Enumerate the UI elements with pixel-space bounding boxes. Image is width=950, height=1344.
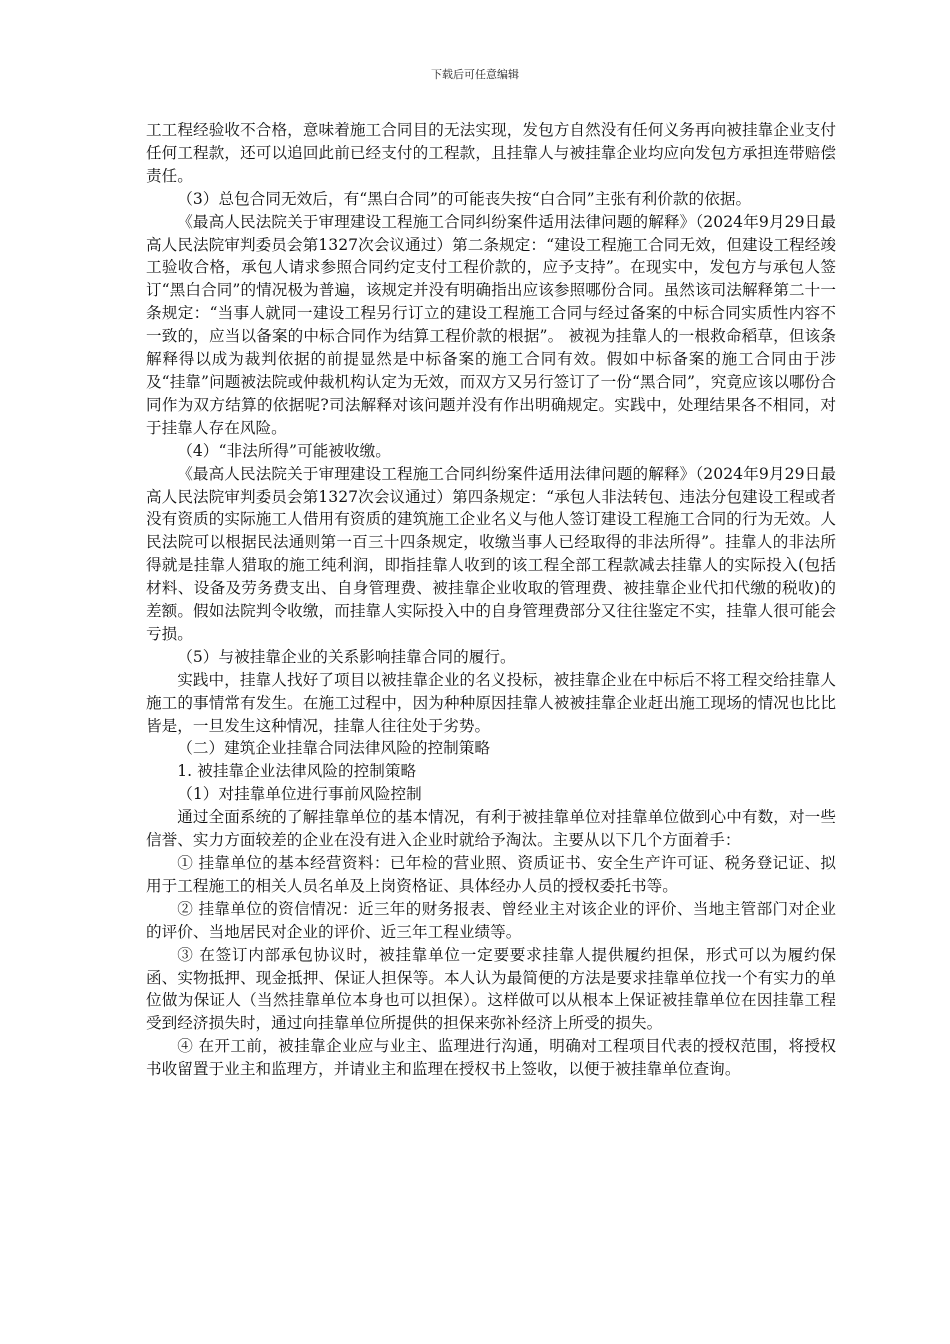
list-item: ③ 在签订内部承包协议时，被挂靠单位一定要要求挂靠人提供履约担保，形式可以为履约保函、实物抵押、现金抵押、保证人担保等。本人认为最简便的方法是要求挂靠单位找一个有实力的单位做为保证人（当然挂靠单位本身也可以担保）。这样做可以从根本上保证被挂靠单位在因挂靠工程受到经济损失时，通过向挂靠单位所提供的担保来弥补经济上所受的损失。 — [146, 945, 836, 1033]
paragraph: 实践中，挂靠人找好了项目以被挂靠企业的名义投标，被挂靠企业在中标后不将工程交给挂靠人施工的事情常有发生。在施工过程中，因为种种原因挂靠人被被挂靠企业赶出施工现场的情况也比比皆是，一旦发生这种情况，挂靠人往往处于劣势。 — [146, 670, 836, 735]
list-item: ① 挂靠单位的基本经营资料：已年检的营业照、资质证书、安全生产许可证、税务登记证、拟用于工程施工的相关人员名单及上岗资格证、具体经办人员的授权委托书等。 — [146, 854, 836, 895]
document-body — [146, 119, 836, 1081]
paragraph: （5）与被挂靠企业的关系影响挂靠合同的履行。 — [177, 647, 516, 666]
subsection-heading: （1）对挂靠单位进行事前风险控制 — [177, 785, 422, 804]
list-item: ④ 在开工前，被挂靠企业应与业主、监理进行沟通，明确对工程项目代表的授权范围，将授权书收留置于业主和监理方，并请业主和监理在授权书上签收，以便于被挂靠单位查询。 — [146, 1037, 836, 1079]
paragraph: （4）“非法所得”可能被收缴。 — [177, 441, 391, 460]
paragraph: 通过全面系统的了解挂靠单位的基本情况，有利于被挂靠单位对挂靠单位做到心中有数，对一些信誉、实力方面较差的企业在没有进入企业时就给予淘汰。主要从以下几个方面着手： — [146, 808, 836, 850]
paragraph: （3）总包合同无效后，有“黑白合同”的可能丧失按“白合同”主张有利价款的依据。 — [177, 189, 752, 208]
page-header: 下载后可任意编辑 — [431, 68, 519, 81]
paragraph: 《最高人民法院关于审理建设工程施工合同纠纷案件适用法律问题的解释》（2024年9月29日最高人民法院审判委员会第1327次会议通过）第四条规定：“承包人非法转包、违法分包建设工程或者没有资质的实际施工人借用有资质的建筑施工企业名义与他人签订建设工程施工合同的行为无效。人民法院可以根据民法通则第一百三十四条规定，收缴当事人已经取得的非法所得”。挂靠人的非法所得就是挂靠人猎取的施工纯利润，即指挂靠人收到的该工程全部工程款减去挂靠人的实际投入(包括材料、设备及劳务费支出、自身管理费、被挂靠企业收取的管理费、被挂靠企业代扣代缴的税收)的差额。假如法院判令收缴，而挂靠人实际投入中的自身管理费部分又往往鉴定不实，挂靠人很可能会亏损。 — [146, 464, 836, 643]
section-heading: （二）建筑企业挂靠合同法律风险的控制策略 — [177, 739, 491, 758]
paragraph: 《最高人民法院关于审理建设工程施工合同纠纷案件适用法律问题的解释》（2024年9月29日最高人民法院审判委员会第1327次会议通过）第二条规定：“建设工程施工合同无效，但建设工程经竣工验收合格，承包人请求参照合同约定支付工程价款的，应予支持”。在现实中，发包方与承包人签订“黑白合同”的情况极为普遍，该规定并没有明确指出应该参照哪份合同。虽然该司法解释第二十一条规定：“当事人就同一建设工程另行订立的建设工程施工合同与经过备案的中标合同实质性内容不一致的，应当以备案的中标合同作为结算工程价款的根据”。 被视为挂靠人的一根救命稻草，但该条解释得以成为裁判依据的前提显然是中标备案的施工合同有效。假如中标备案的施工合同由于涉及“挂靠”问题被法院或仲裁机构认定为无效，而双方又另行签订了一份“黑合同”，究竟应该以哪份合同作为双方结算的依据呢?司法解释对该问题并没有作出明确规定。实践中，处理结果各不相同，对于挂靠人存在风险。 — [146, 212, 836, 437]
list-item: ② 挂靠单位的资信情况：近三年的财务报表、曾经业主对该企业的评价、当地主管部门对企业的评价、当地居民对企业的评价、近三年工程业绩等。 — [146, 899, 836, 941]
subsection-heading: 1. 被挂靠企业法律风险的控制策略 — [177, 762, 417, 781]
paragraph: 工工程经验收不合格，意味着施工合同目的无法实现，发包方自然没有任何义务再向被挂靠企业支付任何工程款，还可以追回此前已经支付的工程款，且挂靠人与被挂靠企业均应向发包方承担连带赔偿责任。 — [146, 121, 836, 185]
